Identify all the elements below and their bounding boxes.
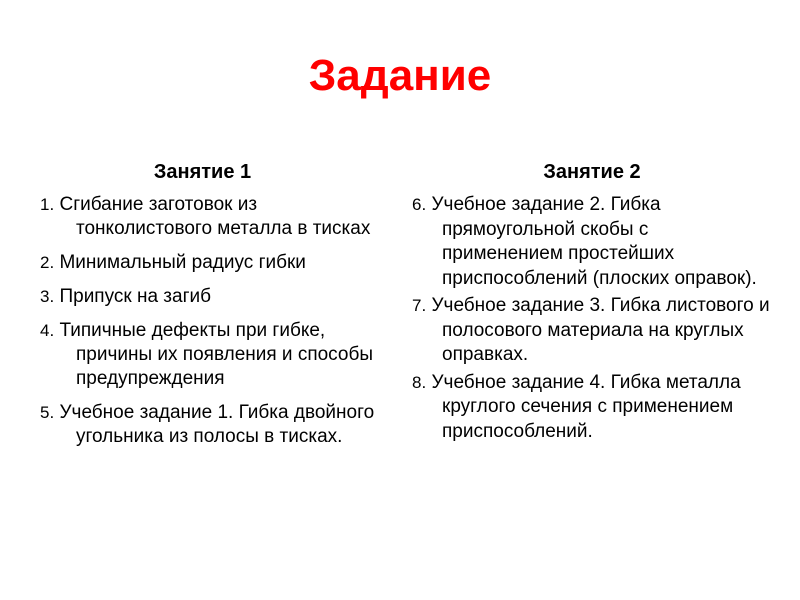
list-item — [40, 401, 385, 449]
list-item-number: 2. — [40, 253, 55, 272]
list-item-text: Припуск на загиб — [59, 286, 212, 307]
list-item-number: 3. — [40, 287, 55, 306]
list-item-number: 4. — [40, 321, 55, 340]
list-item-number: 6. — [412, 195, 427, 214]
list-item — [40, 193, 385, 241]
left-column — [40, 158, 385, 459]
list-item-text: Учебное задание 2. Гибка прямоугольной скобы с применением простейших приспособлений (плоских оправок). — [431, 194, 757, 289]
list-item-text: Учебное задание 3. Гибка листового и полосового материала на круглых оправках. — [431, 295, 770, 365]
left-column-heading: Занятие 1 — [153, 161, 252, 183]
list-item-text: Типичные дефекты при гибке, причины их появления и способы предупреждения — [59, 320, 373, 389]
right-column-list — [412, 193, 772, 444]
list-item — [40, 251, 385, 275]
list-item-text: Учебное задание 4. Гибка металла круглого сечения с применением приспособлений. — [431, 371, 741, 442]
list-item — [40, 319, 385, 391]
list-item-number: 5. — [40, 403, 55, 422]
list-item-text: Минимальный радиус гибки — [59, 252, 306, 273]
list-item-number: 7. — [412, 296, 427, 315]
list-item-text: Сгибание заготовок из тонколистового металла в тисках — [59, 194, 371, 239]
left-column-list — [40, 193, 385, 449]
list-item — [412, 294, 772, 368]
slide-title: Задание — [308, 51, 492, 100]
list-item — [412, 193, 772, 291]
list-item-number: 1. — [40, 195, 55, 214]
list-item-text: Учебное задание 1. Гибка двойного угольника из полосы в тисках. — [59, 402, 375, 447]
right-column — [412, 158, 772, 447]
list-item — [40, 285, 385, 309]
list-item-number: 8. — [412, 372, 427, 392]
right-column-heading: Занятие 2 — [543, 161, 641, 183]
list-item — [412, 371, 772, 445]
